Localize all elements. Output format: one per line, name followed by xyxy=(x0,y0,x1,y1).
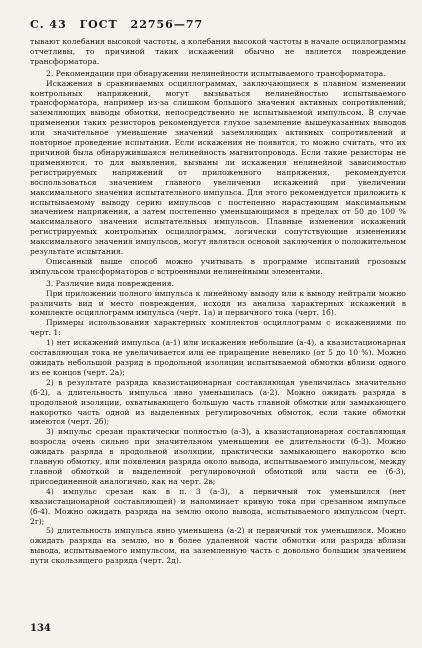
page-number: 134 xyxy=(30,623,51,634)
paragraph-continuation: тывают колебания высокой частоты, а колебания высокой частоты в начале осциллограммы отчетливы, то причиной таких искажений обычно не является повреждение трансформатора. xyxy=(30,37,406,66)
paragraph-full-impulse: При приложении полного импульса к линейному выводу или к выводу нейтрали можно различить вид и место повреждения, исходя из анализа характерных искажений в комплекте осциллограмм импульса (черт. 1а) и первичного тока (черт. 1б). xyxy=(30,288,406,318)
paragraph-method-note: Описанный выше способ можно учитывать в программе испытаний грозовым импульсом трансформаторов с встроенными нелинейными элементами. xyxy=(30,256,406,276)
paragraph-examples-intro: Примеры использования характерных комплектов осциллограмм с искажениями по черт. 1: xyxy=(30,318,406,338)
list-item-1: 1) нет искажений импульса (а-1) или искажения небольшие (а-4), а квазистационарная составляющая тока не увеличивается или ее приращение невелико (от 5 до 10 %). Можно ожидать небольшой разряд в продольной изоляции испытываемой обмотки вблизи одного из ее концов (черт. 2а); xyxy=(30,338,406,377)
page-header xyxy=(30,18,406,31)
list-item-2: 2) в результате разряда квазистационарная составляющая увеличилась значительно (б-2), а длительность импульса явно уменьшилась (а-2). Можно ожидать разряда в продольной изоляции, охватывающего большую часть главной обмотки или замыкающего накоротко часть одной из выделенных регулировочных обмоток, если такие обмотки имеются (черт. 2б); xyxy=(30,377,406,427)
paragraph-distortions: Искажения в сравниваемых осциллограммах, заключающиеся в плавном изменении контрольных напряжений, могут вызываться нелинейностью испытываемого трансформатора, например из-за слишком большого значения активных сопротивлений, заземляющих выводы обмотки, непосредственно не испытываемой импульсом. В случае применения таких резисторов рекомендуется глухое заземление вышеуказанных выводов или значительное уменьшение значений заземляющих активных сопротивлений и повторное проведение испытания. Если искажения не появятся, то можно считать, что их причиной была обнаружившаяся нелинейность магнитопровода. Если такие резисторы не применяются, то для выявления, вызваны ли искажения нелинейной зависимостью регистрируемых напряжений от приложенного напряжения, рекомендуется воспользоваться значением главного увеличения искажений при увеличении максимального значения испытательного импульса. Для этого рекомендуется приложить к испытываемому выводу серию импульсов с постепенно нарастающим максимальным значением напряжения, а затем постепенно уменьшающимся в пределах от 50 до 100 % максимального значения испытательных импульсов. Плавные изменения искажений регистрируемых контрольных осциллограмм, логически сопутствующие изменениям максимального значения импульсов, могут являться основой заключения о положительном результате испытания. xyxy=(30,78,406,257)
list-item-3: 3) импульс срезан практически полностью (а-3), а квазистационарная составляющая возросла очень сильно при значительном уменьшении ее длительности (б-3). Можно ожидать разряда в продольной изоляции, практически замыкающего накоротко всю главную обмотку, или появления разряда около вывода, испытываемого импульсом, между главной обмоткой и выделенной регулировочной обмоткой или части ее (б-3), присоединенной аналогично, как на черт. 2в; xyxy=(30,427,406,486)
header-doc-number: 22756—77 xyxy=(130,18,204,31)
section-heading-2: 2. Рекомендации при обнаружении нелинейности испытываемого трансформатора. xyxy=(46,68,386,78)
header-gost-label: ГОСТ xyxy=(79,18,118,31)
list-item-5: 5) длительность импульса явно уменьшена (а-2) и первичный ток уменьшился. Можно ожидать разряда на землю, но в более удаленной части обмотки или разряда вблизи вывода, испытываемого импульсом, на заземленную часть с довольно большим значением пути скользящего разряда (черт. 2д). xyxy=(30,526,406,566)
section-heading-3: 3. Различие вида повреждения. xyxy=(46,278,175,288)
header-page-ref: С. 43 xyxy=(30,18,67,31)
list-item-4: 4) импульс срезан как в п. 3 (а-3), а первичный ток уменьшился (нет квазистационарной составляющей) и напоминает кривую тока при срезанном импульсе (б-4). Можно ожидать разряда на землю около вывода, испытываемого импульсом (черт. 2г); xyxy=(30,486,406,526)
